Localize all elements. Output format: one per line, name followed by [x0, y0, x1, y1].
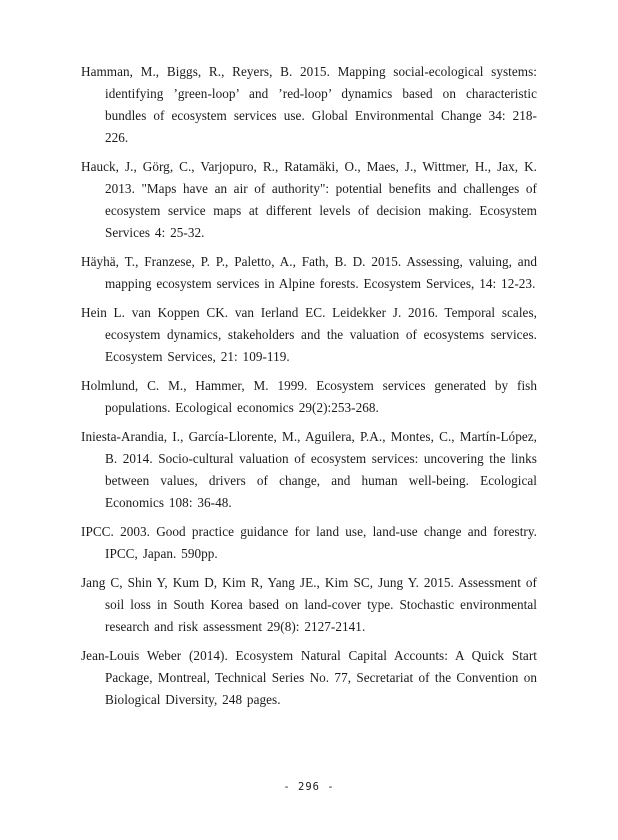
reference-entry: Hauck, J., Görg, C., Varjopuro, R., Ratamäki, O., Maes, J., Wittmer, H., Jax, K. 2013. "Maps have an air of authority": potential benefits and challenges of ecosystem service maps at different levels of decision making. Ecosystem Services 4: 25-32.	[81, 159, 537, 240]
references-list	[81, 61, 537, 718]
reference-entry: Jean-Louis Weber (2014). Ecosystem Natural Capital Accounts: A Quick Start Package, Montreal, Technical Series No. 77, Secretariat of the Convention on Biological Diversity, 248 pages.	[81, 648, 537, 707]
reference-entry: Jang C, Shin Y, Kum D, Kim R, Yang JE., Kim SC, Jung Y. 2015. Assessment of soil loss in South Korea based on land-cover type. Stochastic environmental research and risk assessment 29(8): 2127-2141.	[81, 575, 537, 634]
reference-entry: IPCC. 2003. Good practice guidance for land use, land-use change and forestry. IPCC, Japan. 590pp.	[81, 524, 537, 561]
reference-entry: Hamman, M., Biggs, R., Reyers, B. 2015. Mapping social-ecological systems: identifying ’green-loop’ and ’red-loop’ dynamics based on characteristic bundles of ecosystem services use. Global Environmental Change 34: 218-226.	[81, 64, 537, 145]
reference-entry: Holmlund, C. M., Hammer, M. 1999. Ecosystem services generated by fish populations. Ecological economics 29(2):253-268.	[81, 378, 537, 415]
reference-entry: Hein L. van Koppen CK. van Ierland EC. Leidekker J. 2016. Temporal scales, ecosystem dynamics, stakeholders and the valuation of ecosystems services. Ecosystem Services, 21: 109-119.	[81, 305, 537, 364]
reference-entry: Häyhä, T., Franzese, P. P., Paletto, A., Fath, B. D. 2015. Assessing, valuing, and mapping ecosystem services in Alpine forests. Ecosystem Services, 14: 12-23.	[81, 254, 537, 291]
reference-entry: Iniesta-Arandia, I., García-Llorente, M., Aguilera, P.A., Montes, C., Martín-López, B. 2014. Socio-cultural valuation of ecosystem services: uncovering the links between values, drivers of change, and human well-being. Ecological Economics 108: 36-48.	[81, 429, 537, 510]
page-number: - 296 -	[283, 781, 335, 793]
